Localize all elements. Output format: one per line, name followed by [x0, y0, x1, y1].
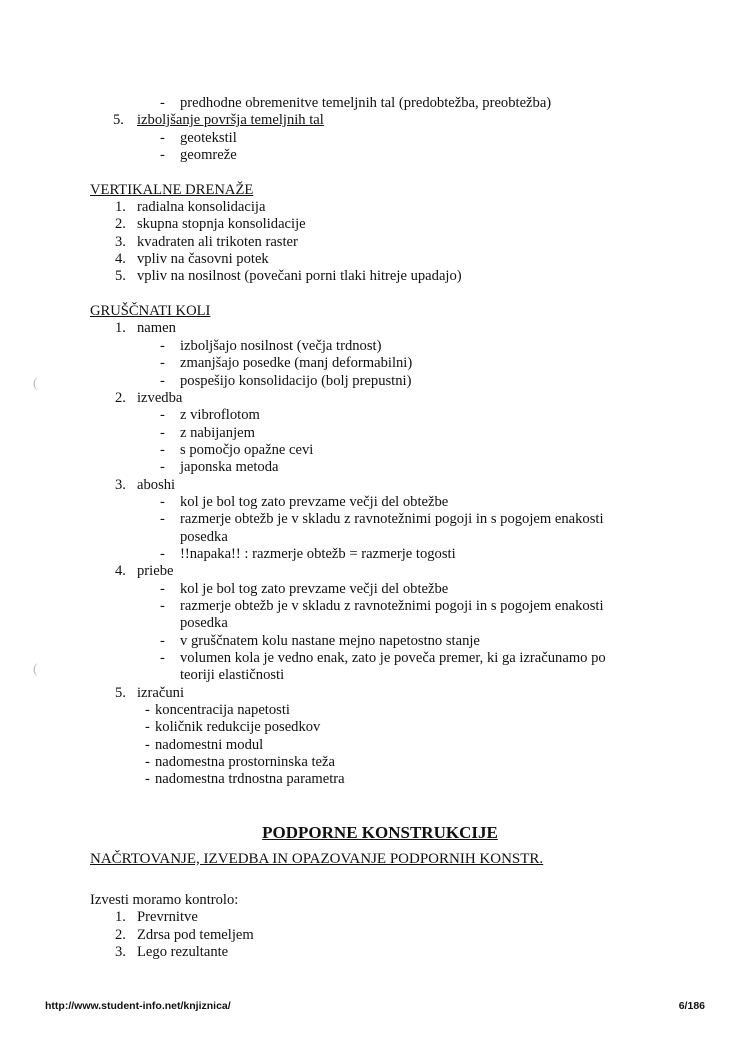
sub-list-item [0, 355, 625, 372]
sub-list-item [0, 719, 750, 736]
list-number: 5. [115, 684, 126, 701]
list-text: aboshi [137, 476, 176, 493]
list-text: japonska metoda [180, 459, 279, 476]
list-item [0, 268, 625, 285]
list-text: razmerje obtežb je v skladu z ravnotežnimi pogoji in s pogojem enakosti posedka [180, 511, 604, 545]
list-number: 2. [115, 389, 126, 406]
sub-list-item [0, 442, 625, 459]
bullet-dash: - [145, 736, 150, 753]
list-text: v gruščnatem kolu nastane mejno napetostno stanje [180, 632, 480, 649]
bullet-dash: - [160, 597, 165, 614]
bullet-dash: - [160, 493, 165, 510]
list-text: skupna stopnja konsolidacije [137, 216, 306, 233]
list-text: !!napaka!! : razmerje obtežb = razmerje togosti [180, 545, 456, 562]
scan-mark: ( [33, 376, 38, 391]
page-footer [45, 1000, 705, 1012]
list-number: 3. [115, 233, 126, 250]
list-text: izračuni [137, 684, 184, 701]
list-item [0, 320, 625, 337]
bullet-dash: - [160, 95, 165, 111]
bullet-dash: - [160, 372, 165, 389]
list-item [0, 477, 625, 494]
list-item [0, 390, 625, 407]
list-text: priebe [137, 563, 174, 580]
list-text: izvedba [137, 389, 183, 406]
subsection-heading: NAČRTOVANJE, IZVEDBA IN OPAZOVANJE PODPORNIH KONSTR. [90, 850, 544, 867]
bullet-dash: - [160, 424, 165, 441]
list-text: s pomočjo opažne cevi [180, 441, 314, 458]
bullet-dash: - [160, 580, 165, 597]
sub-list-item [0, 511, 625, 546]
list-number: 2. [115, 926, 126, 943]
list-item [0, 944, 625, 961]
bullet-dash: - [160, 355, 165, 372]
paragraph: Izvesti moramo kontrolo: [90, 892, 239, 909]
list-text: nadomestna trdnostna parametra [155, 771, 345, 788]
section-heading: GRUŠČNATI KOLI [90, 303, 211, 320]
sub-list-item [0, 494, 625, 511]
bullet-dash: - [145, 771, 150, 788]
bullet-dash: - [160, 441, 165, 458]
sub-list-item [0, 459, 625, 476]
list-text: količnik redukcije posedkov [155, 719, 321, 736]
list-number: 4. [115, 251, 126, 268]
list-number: 1. [115, 199, 126, 216]
section-heading: VERTIKALNE DRENAŽE [90, 181, 254, 198]
gruscnati-list [0, 320, 750, 788]
list-item [0, 112, 750, 129]
bullet-dash: - [160, 129, 165, 146]
sub-list-item [0, 546, 625, 563]
list-number: 1. [115, 320, 126, 337]
list-item [0, 130, 625, 147]
list-text: radialna konsolidacija [137, 199, 266, 216]
list-text: vpliv na nosilnost (povečani porni tlaki hitreje upadajo) [137, 268, 462, 285]
scan-mark: ( [33, 662, 38, 677]
bullet-dash: - [160, 650, 165, 666]
list-number: 5. [113, 112, 124, 129]
list-item [0, 95, 625, 112]
sub-list-item [0, 633, 625, 650]
list-text: geomreže [180, 147, 237, 164]
sub-list-item [0, 425, 625, 442]
bullet-dash: - [160, 147, 165, 164]
list-item [0, 199, 625, 216]
list-text: kol je bol tog zato prevzame večji del obtežbe [180, 493, 449, 510]
sub-list-item [0, 650, 625, 685]
bullet-dash: - [160, 511, 165, 528]
sub-list-item [0, 407, 625, 424]
chapter-title: PODPORNE KONSTRUKCIJE [262, 822, 498, 842]
list-text: razmerje obtežb je v skladu z ravnotežnimi pogoji in s pogojem enakosti posedka [180, 597, 604, 632]
list-text: z vibroflotom [180, 407, 260, 424]
sub-list-item [0, 598, 625, 633]
sub-list-item [0, 754, 750, 771]
page-number: 6/186 [678, 1000, 705, 1012]
list-item [0, 685, 625, 702]
bullet-dash: - [160, 407, 165, 424]
bullet-dash: - [160, 337, 165, 354]
list-text: zmanjšajo posedke (manj deformabilni) [180, 355, 413, 372]
bullet-dash: - [145, 719, 150, 736]
list-text: pospešijo konsolidacijo (bolj prepustni) [180, 372, 412, 389]
list-number: 3. [115, 944, 126, 961]
list-number: 3. [115, 476, 126, 493]
bullet-dash: - [160, 632, 165, 649]
list-number: 2. [115, 216, 126, 233]
list-text: Prevrnitve [137, 909, 198, 926]
list-text: Lego rezultante [137, 944, 229, 961]
sub-list-item [0, 581, 625, 598]
list-text: Zdrsa pod temeljem [137, 926, 254, 943]
list-item [0, 927, 625, 944]
list-text: kol je bol tog zato prevzame večji del obtežbe [180, 580, 449, 597]
list-item [0, 251, 625, 268]
list-item [0, 563, 625, 580]
list-text: vpliv na časovni potek [137, 251, 269, 268]
bullet-dash: - [145, 754, 150, 771]
list-text: koncentracija napetosti [155, 702, 290, 719]
list-text: nadomestna prostorninska teža [155, 754, 335, 771]
list-number: 4. [115, 563, 126, 580]
footer-url[interactable]: http://www.student-info.net/knjiznica/ [45, 1000, 231, 1012]
sub-list-item [0, 373, 625, 390]
list-item [0, 147, 625, 164]
list-text: predhodne obremenitve temeljnih tal (predobtežba, preobtežba) [180, 95, 552, 111]
list-number: 1. [115, 909, 126, 926]
list-item [0, 234, 625, 251]
list-text: izboljšanje površja temeljnih tal [137, 112, 324, 129]
sub-list-item [0, 737, 750, 754]
list-text: nadomestni modul [155, 736, 264, 753]
list-number: 5. [115, 268, 126, 285]
document-body [0, 95, 750, 961]
sub-list-item [0, 702, 750, 719]
bullet-dash: - [160, 459, 165, 476]
list-text: kvadraten ali trikoten raster [137, 233, 298, 250]
sub-list-item [0, 771, 750, 788]
list-text: izboljšajo nosilnost (večja trdnost) [180, 337, 382, 354]
list-text: namen [137, 320, 176, 337]
sub-list-item [0, 338, 625, 355]
list-text: geotekstil [180, 129, 237, 146]
bullet-dash: - [160, 545, 165, 562]
list-text: volumen kola je vedno enak, zato je poveča premer, ki ga izračunamo po teoriji elastičnosti [180, 650, 606, 684]
list-text: z nabijanjem [180, 424, 255, 441]
list-item [0, 216, 625, 233]
bullet-dash: - [145, 702, 150, 719]
list-item [0, 909, 625, 926]
